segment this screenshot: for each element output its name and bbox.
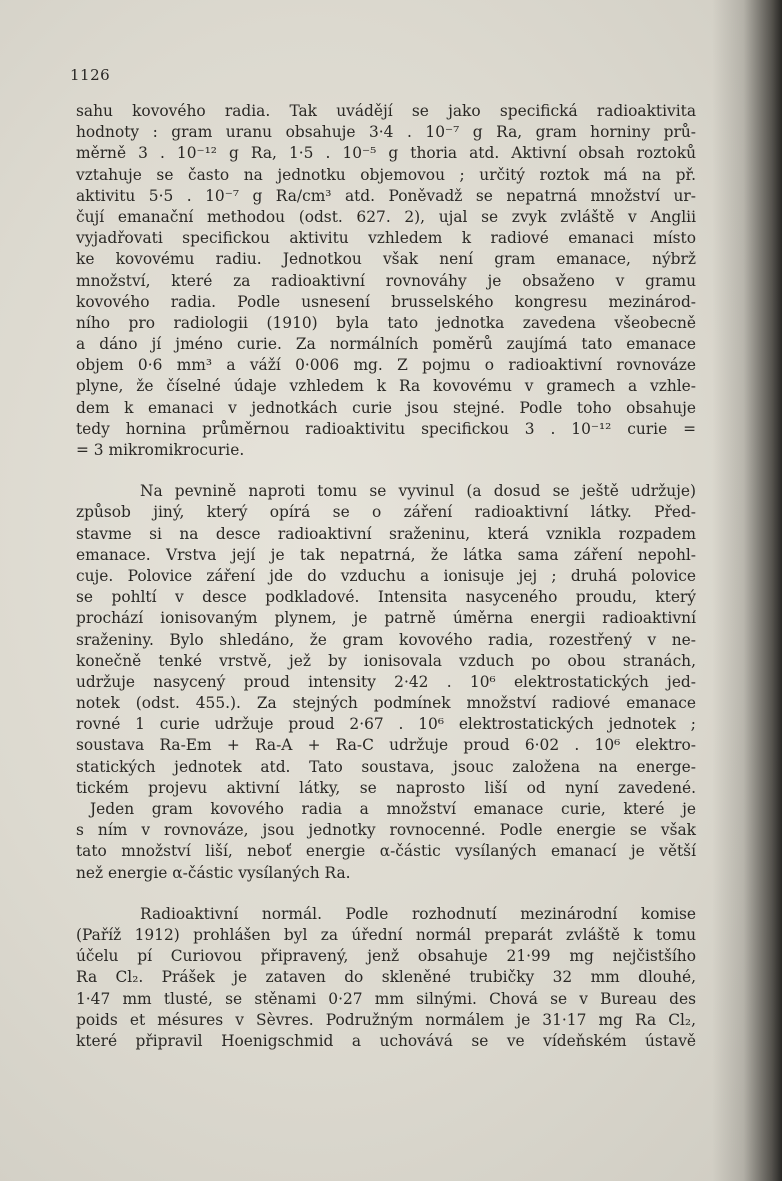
text-line: poids et mésures v Sèvres. Podružným normálem je 31·17 mg Ra Cl₂,	[76, 1010, 696, 1029]
text-line: statických jednotek atd. Tato soustava, jsouc založena na energe-	[76, 757, 696, 776]
text-line: čují emanační methodou (odst. 627. 2), ujal se zvyk zvláště v Anglii	[76, 207, 696, 226]
text-line: dem k emanaci v jednotkách curie jsou stejné. Podle toho obsahuje	[76, 398, 696, 417]
text-line: Jeden gram kovového radia a množství emanace curie, které je	[90, 800, 696, 818]
text-line: sraženiny. Bylo shledáno, že gram kovového radia, rozestřený v ne-	[76, 630, 696, 649]
text-line: vyjadřovati specifickou aktivitu vzhledem k radiové emanaci místo	[76, 229, 696, 248]
text-line: emanace. Vrstva její je tak nepatrná, že látka sama záření nepohl-	[76, 545, 696, 564]
text-line: hodnoty : gram uranu obsahuje 3·4 . 10⁻⁷ g Ra, gram horniny prů-	[76, 123, 696, 142]
text-line: soustava Ra-Em + Ra-A + Ra-C udržuje proud 6·02 . 10⁶ elektro-	[76, 736, 696, 755]
text-line: množství, které za radioaktivní rovnováhy je obsaženo v gramu	[76, 271, 696, 290]
text-line: 1·47 mm tlusté, se stěnami 0·27 mm silnými. Chová se v Bureau des	[76, 989, 696, 1008]
paragraph	[76, 101, 696, 461]
page-number: 1126	[70, 66, 111, 84]
text-line: tato množství liší, neboť energie α-částic vysílaných emanací je větší	[76, 842, 696, 861]
text-line: Na pevnině naproti tomu se vyvinul (a dosud se ještě udržuje)	[140, 482, 696, 501]
text-line: ního pro radiologii (1910) byla tato jednotka zavedena všeobecně	[76, 313, 696, 332]
text-line: cuje. Polovice záření jde do vzduchu a ionisuje jej ; druhá polovice	[76, 566, 696, 585]
text-line: objem 0·6 mm³ a váží 0·006 mg. Z pojmu o radioaktivní rovnováze	[76, 356, 696, 375]
text-line: než energie α-částic vysílaných Ra.	[76, 863, 351, 882]
text-line: vztahuje se často na jednotku objemovou ; určitý roztok má na př.	[76, 165, 696, 184]
text-line: stavme si na desce radioaktivní sraženinu, která vznikla rozpadem	[76, 524, 696, 543]
text-line: ke kovovému radiu. Jednotkou však není gram emanace, nýbrž	[76, 250, 696, 269]
text-line: udržuje nasycený proud intensity 2·42 . 10⁶ elektrostatických jed-	[76, 672, 696, 691]
paragraph	[76, 904, 696, 1052]
text-line: se pohltí v desce podkladové. Intensita nasyceného proudu, který	[76, 588, 696, 607]
text-line: prochází ionisovaným plynem, je patrně úměrna energii radioaktivní	[76, 609, 696, 628]
text-line: notek (odst. 455.). Za stejných podmínek množství radiové emanace	[76, 694, 696, 713]
text-line: Ra Cl₂. Prášek je zataven do skleněné trubičky 32 mm dlouhé,	[76, 968, 696, 987]
paragraph	[76, 481, 696, 884]
text-line: rovné 1 curie udržuje proud 2·67 . 10⁶ elektrostatických jednotek ;	[76, 715, 696, 734]
text-line: tedy hornina průměrnou radioaktivitu specifickou 3 . 10⁻¹² curie =	[76, 419, 696, 438]
text-line: aktivitu 5·5 . 10⁻⁷ g Ra/cm³ atd. Poněvadž se nepatrná množství ur-	[76, 186, 696, 205]
text-line: tickém projevu aktivní látky, se naprosto liší od nyní zavedené.	[76, 778, 696, 797]
text-line: měrně 3 . 10⁻¹² g Ra, 1·5 . 10⁻⁵ g thoria atd. Aktivní obsah roztoků	[76, 144, 696, 163]
text-line: s ním v rovnováze, jsou jednotky rovnocenné. Podle energie se však	[76, 821, 696, 840]
book-binding-shadow	[712, 0, 782, 1181]
text-line: plyne, že číselné údaje vzhledem k Ra kovovému v gramech a vzhle-	[76, 377, 696, 396]
text-line: kovového radia. Podle usnesení brusselského kongresu mezinárod-	[76, 292, 696, 311]
text-line: sahu kovového radia. Tak uvádějí se jako specifická radioaktivita	[76, 102, 696, 120]
text-line: účelu pí Curiovou připravený, jenž obsahuje 21·99 mg nejčistšího	[76, 947, 696, 966]
text-line: způsob jiný, který opírá se o záření radioaktivní látky. Před-	[76, 503, 696, 522]
text-line: a dáno jí jméno curie. Za normálních poměrů zaujímá tato emanace	[76, 335, 696, 354]
body-text	[76, 101, 696, 1052]
text-line: které připravil Hoenigschmid a uchovává se ve vídeňském ústavě	[76, 1031, 696, 1050]
text-line: (Paříž 1912) prohlášen byl za úřední normál preparát zvláště k tomu	[76, 925, 696, 944]
text-line: konečně tenké vrstvě, jež by ionisovala vzduch po obou stranách,	[76, 651, 696, 670]
text-line: Radioaktivní normál. Podle rozhodnutí mezinárodní komise	[140, 904, 696, 923]
text-line: = 3 mikromikrocurie.	[76, 441, 245, 459]
